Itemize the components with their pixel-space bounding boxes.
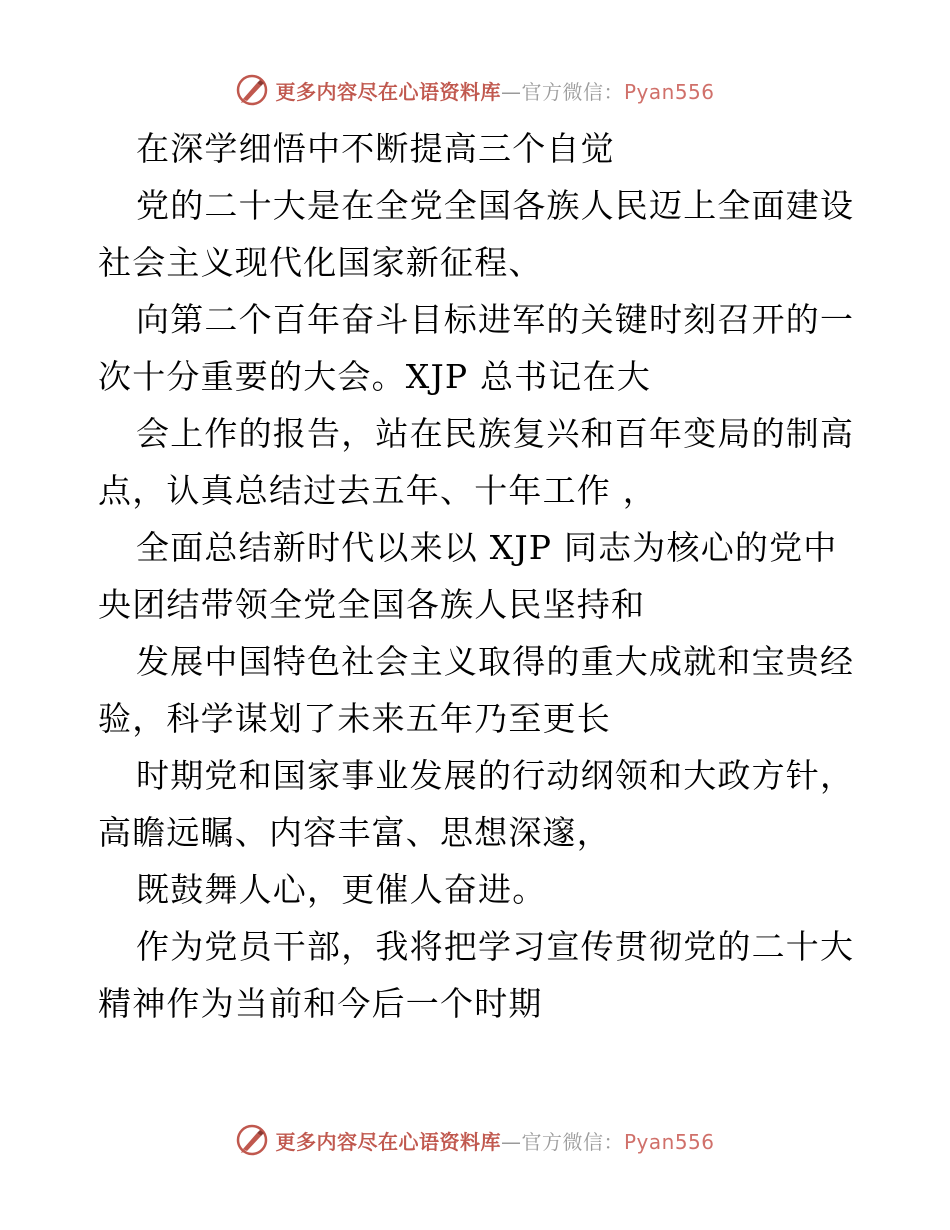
document-line: 精神作为当前和今后一个时期 [98, 984, 543, 1023]
document-line: 时期党和国家事业发展的行动纲领和大政方针， [136, 756, 855, 795]
document-line: 会上作的报告，站在民族复兴和百年变局的制高 [136, 414, 855, 453]
document-line: 党的二十大是在全党全国各族人民迈上全面建设 [136, 186, 855, 225]
document-line: 在深学细悟中不断提高三个自觉 [136, 129, 615, 168]
document-line: 发展中国特色社会主义取得的重大成就和宝贵经 [136, 642, 855, 681]
watermark-content [235, 73, 714, 107]
document-line: 社会主义现代化国家新征程、 [98, 243, 543, 282]
document-line: 作为党员干部，我将把学习宣传贯彻党的二十大 [136, 927, 855, 966]
document-line: 次十分重要的大会。XJP 总书记在大 [98, 357, 652, 396]
document-line: 向第二个百年奋斗目标进军的关键时刻召开的一 [136, 300, 855, 339]
document-line: 高瞻远瞩、内容丰富、思想深邃， [98, 813, 611, 852]
pen-logo-icon [235, 1123, 269, 1157]
watermark-content [235, 1123, 714, 1157]
document-line: 既鼓舞人心，更催人奋进。 [136, 870, 547, 909]
watermark-banner-top [0, 70, 950, 110]
document-line: 验，科学谋划了未来五年乃至更长 [98, 699, 611, 738]
watermark-text: 更多内容尽在心语资料库—官方微信：Pyan556 [275, 1129, 715, 1154]
document-body [98, 120, 858, 1032]
document-line: 全面总结新时代以来以 XJP 同志为核心的党中 [136, 528, 838, 567]
pen-logo-icon [235, 73, 269, 107]
watermark-text: 更多内容尽在心语资料库—官方微信：Pyan556 [275, 79, 715, 104]
watermark-banner-bottom [0, 1120, 950, 1160]
document-line: 央团结带领全党全国各族人民坚持和 [98, 585, 646, 624]
document-line: 点，认真总结过去五年、十年工作 ， [98, 471, 657, 510]
